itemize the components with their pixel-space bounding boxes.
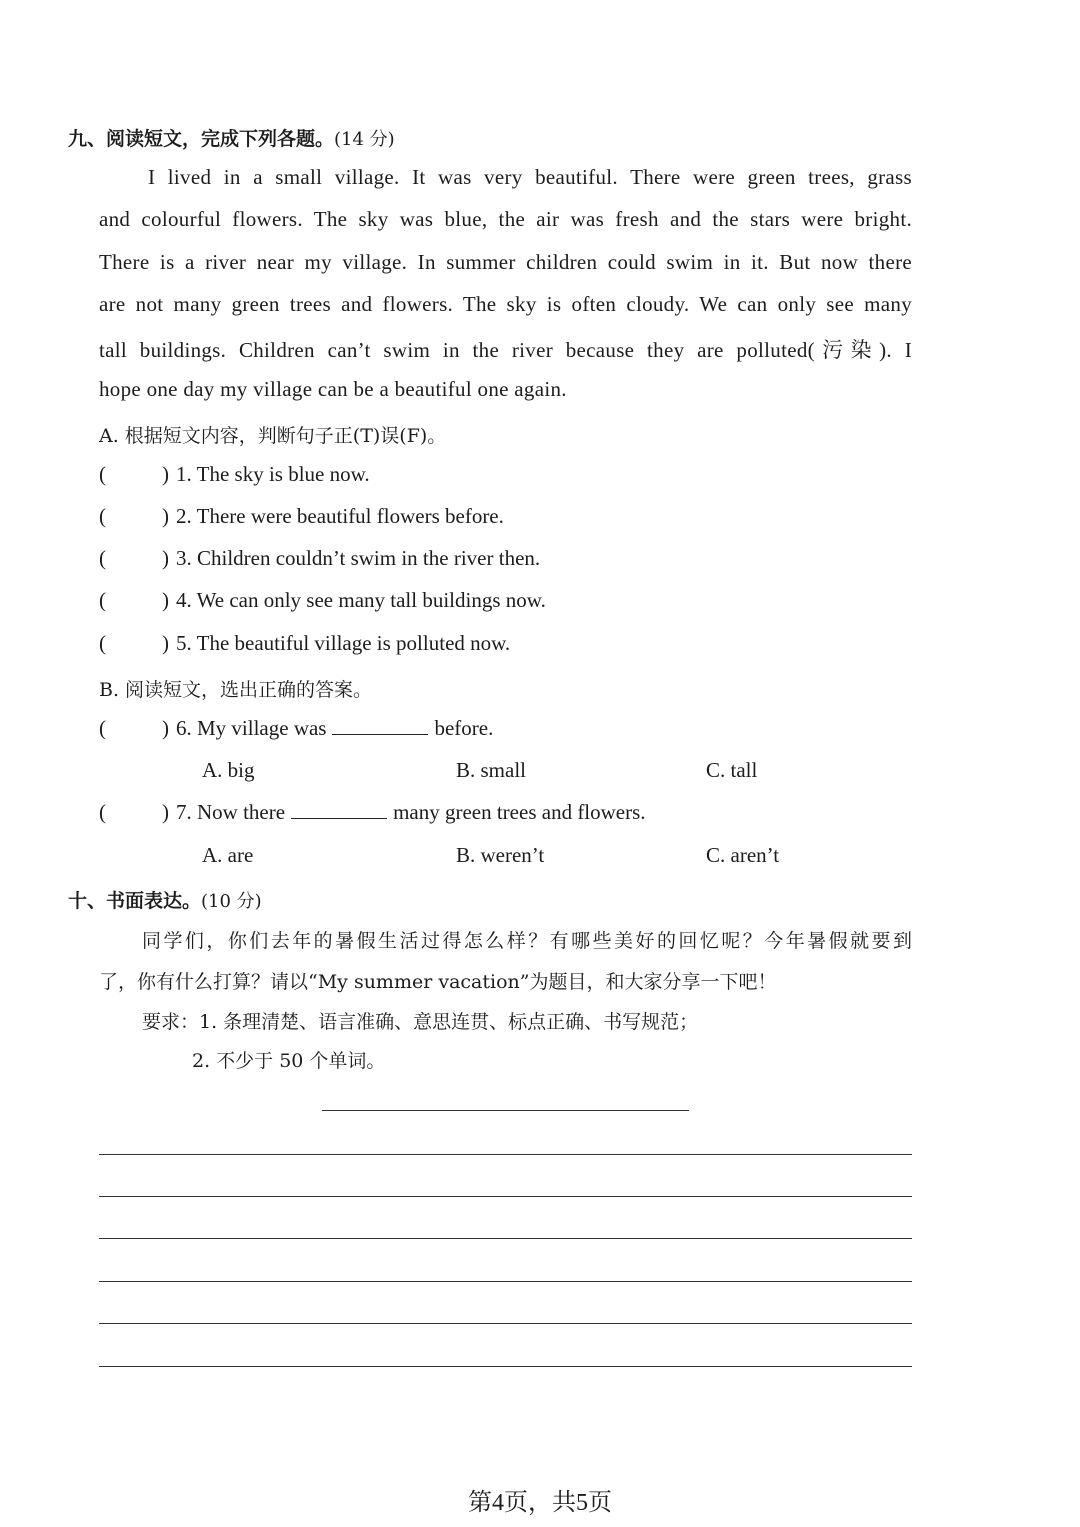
tf-question-5 <box>0 631 1080 659</box>
answer-paren-close: ) <box>162 462 169 486</box>
passage-line: tall buildings. Children can’t swim in the river because they are polluted(污染). I <box>99 338 912 362</box>
section-10-title: 十、书面表达。 <box>68 890 202 912</box>
part-a-instruction: A. 根据短文内容，判断句子正(T)误(F)。 <box>99 425 447 447</box>
question-stem-end: many green trees and flowers. <box>393 800 646 824</box>
tf-question-1 <box>0 462 1080 490</box>
answer-paren-close: ) <box>162 716 169 740</box>
answer-paren-close: ) <box>162 631 169 655</box>
passage-line: I lived in a small village. It was very beautiful. There were green trees, grass <box>148 165 912 189</box>
option-c: C. aren’t <box>706 843 780 867</box>
answer-paren-open: ( <box>99 588 106 612</box>
tf-question-2 <box>0 504 1080 532</box>
section-9-heading <box>68 124 395 151</box>
writing-line[interactable] <box>99 1323 912 1324</box>
essay-title-line[interactable] <box>322 1110 689 1111</box>
question-stem: 7. Now there <box>176 800 286 824</box>
section-10-heading <box>68 886 262 913</box>
answer-blank <box>291 800 387 819</box>
answer-paren-open: ( <box>99 800 106 824</box>
question-stem: 6. My village was <box>176 716 327 740</box>
writing-line[interactable] <box>99 1196 912 1197</box>
requirement-1: 要求：1. 条理清楚、语言准确、意思连贯、标点正确、书写规范； <box>142 1011 699 1033</box>
answer-paren-close: ) <box>162 588 169 612</box>
option-b: B. small <box>456 758 527 782</box>
answer-paren-close: ) <box>162 504 169 528</box>
writing-line[interactable] <box>99 1238 912 1239</box>
option-c: C. tall <box>706 758 758 782</box>
passage-line: are not many green trees and flowers. The sky is often cloudy. We can only see many <box>99 292 912 316</box>
question-text <box>176 800 646 825</box>
section-9-title: 九、阅读短文，完成下列各题。 <box>68 128 335 150</box>
question-text: 3. Children couldn’t swim in the river then. <box>176 546 541 570</box>
answer-paren-close: ) <box>162 546 169 570</box>
passage-line: There is a river near my village. In summer children could swim in it. But now there <box>99 250 912 274</box>
answer-paren-open: ( <box>99 631 106 655</box>
writing-prompt-line: 同学们，你们去年的暑假生活过得怎么样？有哪些美好的回忆呢？今年暑假就要到 <box>142 930 912 952</box>
answer-paren-open: ( <box>99 546 106 570</box>
mc-question-7 <box>0 800 1080 828</box>
question-text: 5. The beautiful village is polluted now. <box>176 631 511 655</box>
section-9-points: (14 分) <box>334 129 395 150</box>
question-text: 2. There were beautiful flowers before. <box>176 504 504 528</box>
answer-paren-open: ( <box>99 716 106 740</box>
part-b-instruction: B. 阅读短文，选出正确的答案。 <box>99 679 373 701</box>
option-a: A. are <box>202 843 254 867</box>
tf-question-4 <box>0 588 1080 616</box>
question-text: 1. The sky is blue now. <box>176 462 370 486</box>
writing-line[interactable] <box>99 1366 912 1367</box>
answer-paren-open: ( <box>99 462 106 486</box>
tf-question-3 <box>0 546 1080 574</box>
option-b: B. weren’t <box>456 843 545 867</box>
writing-line[interactable] <box>99 1154 912 1155</box>
passage-line: hope one day my village can be a beautiful one again. <box>99 377 567 401</box>
passage-line: and colourful flowers. The sky was blue, the air was fresh and the stars were bright. <box>99 207 912 231</box>
question-stem-end: before. <box>434 716 494 740</box>
writing-prompt-line: 了，你有什么打算？请以“My summer vacation”为题目，和大家分享一下吧！ <box>99 971 777 993</box>
requirement-2: 2. 不少于 50 个单词。 <box>192 1050 386 1072</box>
question-text <box>176 716 493 741</box>
section-10-points: (10 分) <box>201 891 262 912</box>
option-a: A. big <box>202 758 255 782</box>
page-number: 第4页，共5页 <box>468 1490 612 1516</box>
question-text: 4. We can only see many tall buildings now. <box>176 588 546 612</box>
mc-question-6 <box>0 716 1080 744</box>
answer-paren-close: ) <box>162 800 169 824</box>
answer-blank <box>332 716 428 735</box>
answer-paren-open: ( <box>99 504 106 528</box>
writing-line[interactable] <box>99 1281 912 1282</box>
